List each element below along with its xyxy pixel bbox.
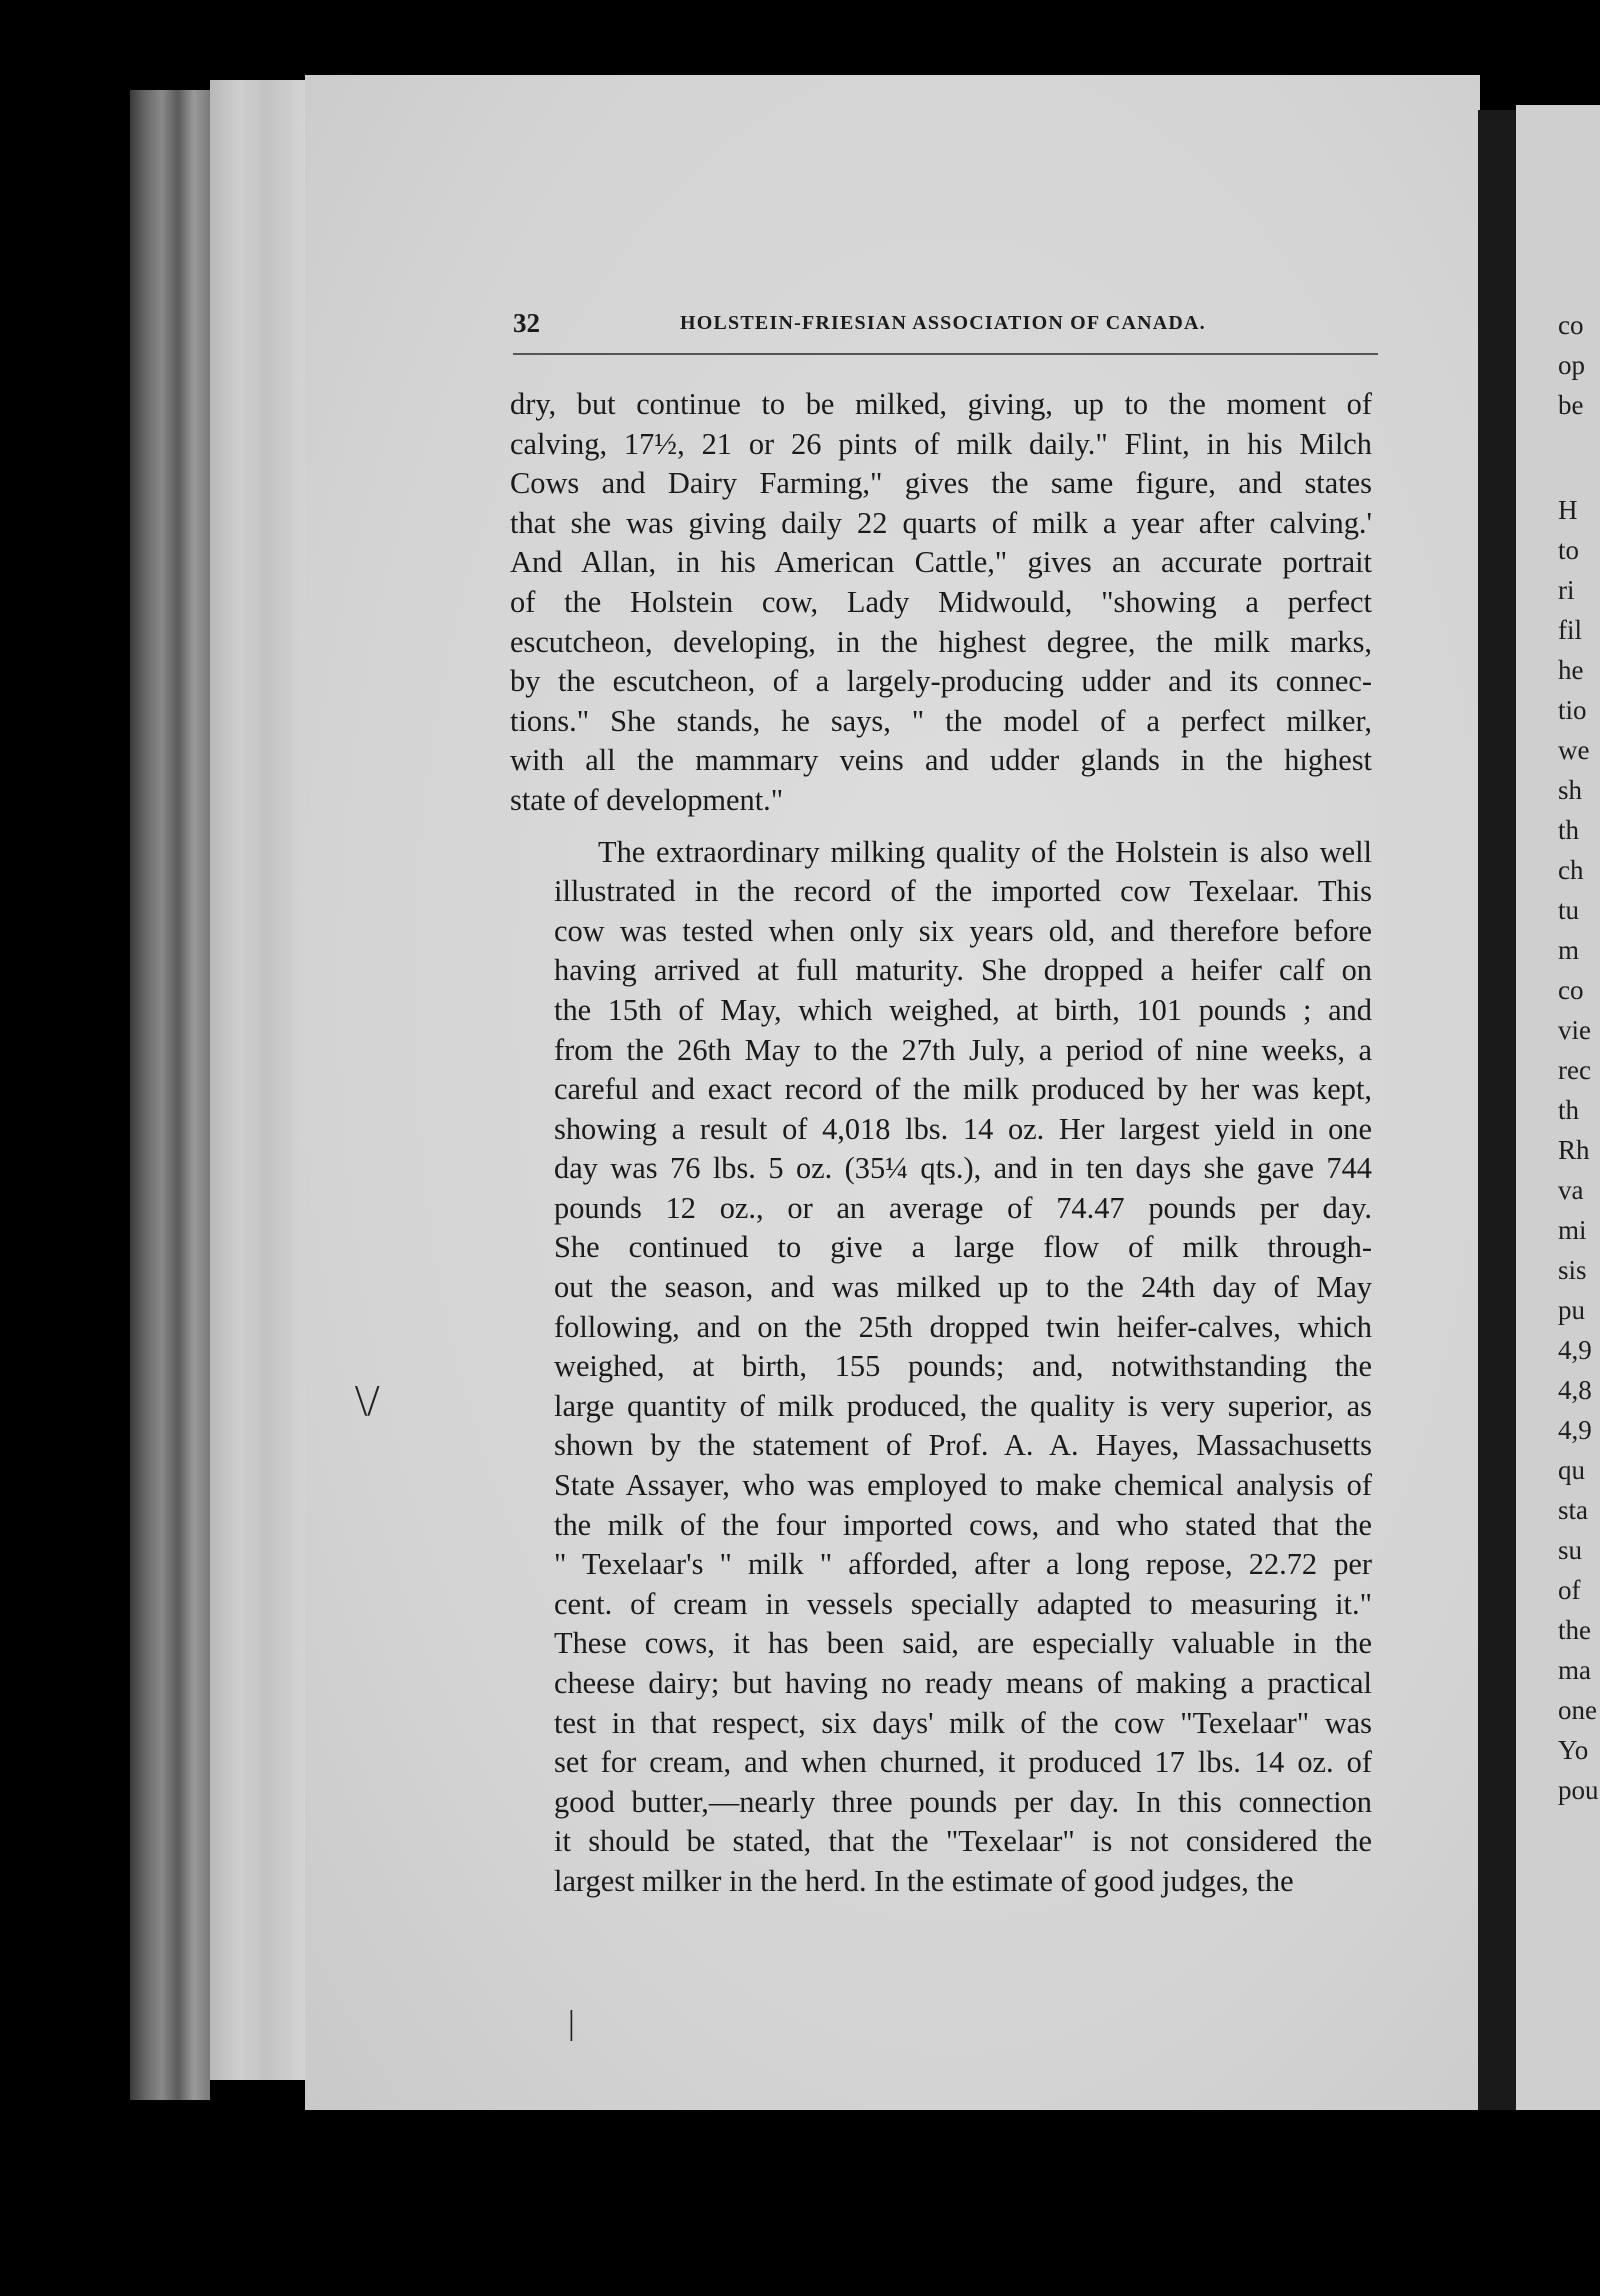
adjacent-page-fragment: th (1558, 815, 1580, 845)
adjacent-page-fragment: tio (1558, 695, 1587, 725)
text-line: illustrated in the record of the imported cow Texelaar. This (554, 874, 1372, 909)
adjacent-page-fragment: co (1558, 975, 1584, 1005)
book-edge-left (130, 90, 210, 2100)
text-line: large quantity of milk produced, the quality is very superior, as (554, 1388, 1372, 1423)
text-line: These cows, it has been said, are especially valuable in the (554, 1626, 1372, 1661)
page-stack-edge (210, 80, 312, 2080)
page-number: 32 (513, 308, 540, 338)
adjacent-page-fragment: we (1558, 735, 1590, 765)
adjacent-page-fragment: su (1558, 1535, 1583, 1565)
text-line: dry, but continue to be milked, giving, up to the moment of (510, 387, 1372, 421)
text-line: the milk of the four imported cows, and who stated that the (554, 1507, 1372, 1542)
text-line: state of development." (510, 782, 784, 817)
adjacent-page-fragment: rec (1558, 1055, 1591, 1085)
text-line: The extraordinary milking quality of the Holstein is also well (598, 834, 1372, 869)
adjacent-page-fragment: pu (1558, 1295, 1585, 1325)
adjacent-page-fragment: ma (1558, 1655, 1591, 1685)
text-line: having arrived at full maturity. She dropped a heifer calf on (554, 953, 1372, 988)
running-head: HOLSTEIN-FRIESIAN ASSOCIATION OF CANADA. (680, 312, 1206, 334)
text-line: cent. of cream in vessels specially adapted to measuring it." (554, 1586, 1372, 1621)
adjacent-page-fragment: sis (1558, 1255, 1587, 1285)
text-line: State Assayer, who was employed to make chemical analysis of (554, 1468, 1372, 1503)
adjacent-page-fragment: m (1558, 935, 1580, 965)
text-line: day was 76 lbs. 5 oz. (35¼ qts.), and in ten days she gave 744 (554, 1151, 1372, 1186)
adjacent-page-fragment: co (1558, 310, 1584, 340)
adjacent-page-fragment: fil (1558, 615, 1582, 645)
adjacent-page-fragment: one (1558, 1695, 1597, 1725)
adjacent-page-fragment: to (1558, 535, 1580, 565)
header-rule (513, 353, 1378, 355)
text-line: of the Holstein cow, Lady Midwould, "showing a perfect (510, 584, 1372, 619)
paragraph-2 (510, 833, 1372, 1902)
text-line: shown by the statement of Prof. A. A. Hayes, Massachusetts (554, 1428, 1372, 1463)
text-line: pounds 12 oz., or an average of 74.47 pounds per day. (554, 1190, 1372, 1225)
text-line: careful and exact record of the milk produced by her was kept, (554, 1072, 1372, 1107)
adjacent-page-fragment: sh (1558, 775, 1583, 805)
adjacent-page-fragment: the (1558, 1615, 1591, 1645)
text-line: " Texelaar's " milk " afforded, after a long repose, 22.72 per (554, 1547, 1372, 1582)
text-line: And Allan, in his American Cattle," gives an accurate portrait (510, 545, 1372, 580)
adjacent-page-fragment: pou (1558, 1775, 1599, 1805)
adjacent-page-fragment: ri (1558, 575, 1575, 605)
adjacent-page-fragment: of (1558, 1575, 1581, 1605)
adjacent-page-fragment: sta (1558, 1495, 1588, 1525)
text-line: the 15th of May, which weighed, at birth, 101 pounds ; and (554, 992, 1372, 1027)
adjacent-page-fragment: Rh (1558, 1135, 1590, 1165)
text-line: Cows and Dairy Farming," gives the same figure, and states (510, 466, 1372, 501)
adjacent-page-fragment: op (1558, 350, 1585, 380)
text-line: showing a result of 4,018 lbs. 14 oz. Her largest yield in one (554, 1111, 1372, 1146)
page-header (513, 308, 1383, 344)
adjacent-page-fragment: vie (1558, 1015, 1591, 1045)
text-line: set for cream, and when churned, it produced 17 lbs. 14 oz. of (554, 1745, 1372, 1780)
body-text (510, 385, 1372, 1902)
text-line: tions." She stands, he says, " the model of a perfect milker, (510, 703, 1372, 738)
adjacent-page-fragment: Yo (1558, 1735, 1589, 1765)
text-line: it should be stated, that the "Texelaar" is not considered the (554, 1824, 1372, 1859)
text-line: test in that respect, six days' milk of the cow "Texelaar" was (554, 1705, 1372, 1740)
adjacent-page-fragment: H (1558, 495, 1578, 525)
text-line: weighed, at birth, 155 pounds; and, notwithstanding the (554, 1349, 1372, 1384)
adjacent-page-fragment: 4,9 (1558, 1415, 1592, 1445)
text-line: from the 26th May to the 27th July, a period of nine weeks, a (554, 1032, 1372, 1067)
adjacent-page-fragment: th (1558, 1095, 1580, 1125)
adjacent-page-fragment: qu (1558, 1455, 1585, 1485)
adjacent-page-fragment: va (1558, 1175, 1584, 1205)
text-line: She continued to give a large flow of milk through- (554, 1230, 1372, 1265)
adjacent-page (1516, 105, 1600, 2110)
text-line: out the season, and was milked up to the 24th day of May (554, 1270, 1372, 1305)
text-line: calving, 17½, 21 or 26 pints of milk daily." Flint, in his Milch (510, 426, 1372, 461)
text-line: largest milker in the herd. In the estimate of good judges, the (554, 1863, 1294, 1898)
adjacent-page-fragment: tu (1558, 895, 1580, 925)
book-gutter (1478, 110, 1516, 2110)
text-line: good butter,—nearly three pounds per day. In this connection (554, 1784, 1372, 1819)
adjacent-page-fragment: be (1558, 390, 1584, 420)
text-line: with all the mammary veins and udder glands in the highest (510, 743, 1372, 778)
adjacent-page-fragment: mi (1558, 1215, 1587, 1245)
text-line: by the escutcheon, of a largely-producing udder and its connec- (510, 664, 1372, 699)
adjacent-page-fragment: ch (1558, 855, 1584, 885)
margin-mark: \/ (355, 1376, 380, 1425)
text-line: cow was tested when only six years old, and therefore before (554, 913, 1372, 948)
text-line: following, and on the 25th dropped twin heifer-calves, which (554, 1309, 1372, 1344)
text-line: that she was giving daily 22 quarts of milk a year after calving.' (510, 505, 1372, 540)
paragraph-1 (510, 385, 1372, 821)
stray-mark: | (568, 2005, 575, 2042)
adjacent-page-fragment: 4,8 (1558, 1375, 1592, 1405)
adjacent-page-fragment: he (1558, 655, 1584, 685)
text-line: escutcheon, developing, in the highest degree, the milk marks, (510, 624, 1372, 659)
text-line: cheese dairy; but having no ready means of making a practical (554, 1666, 1372, 1700)
adjacent-page-fragment: 4,9 (1558, 1335, 1592, 1365)
